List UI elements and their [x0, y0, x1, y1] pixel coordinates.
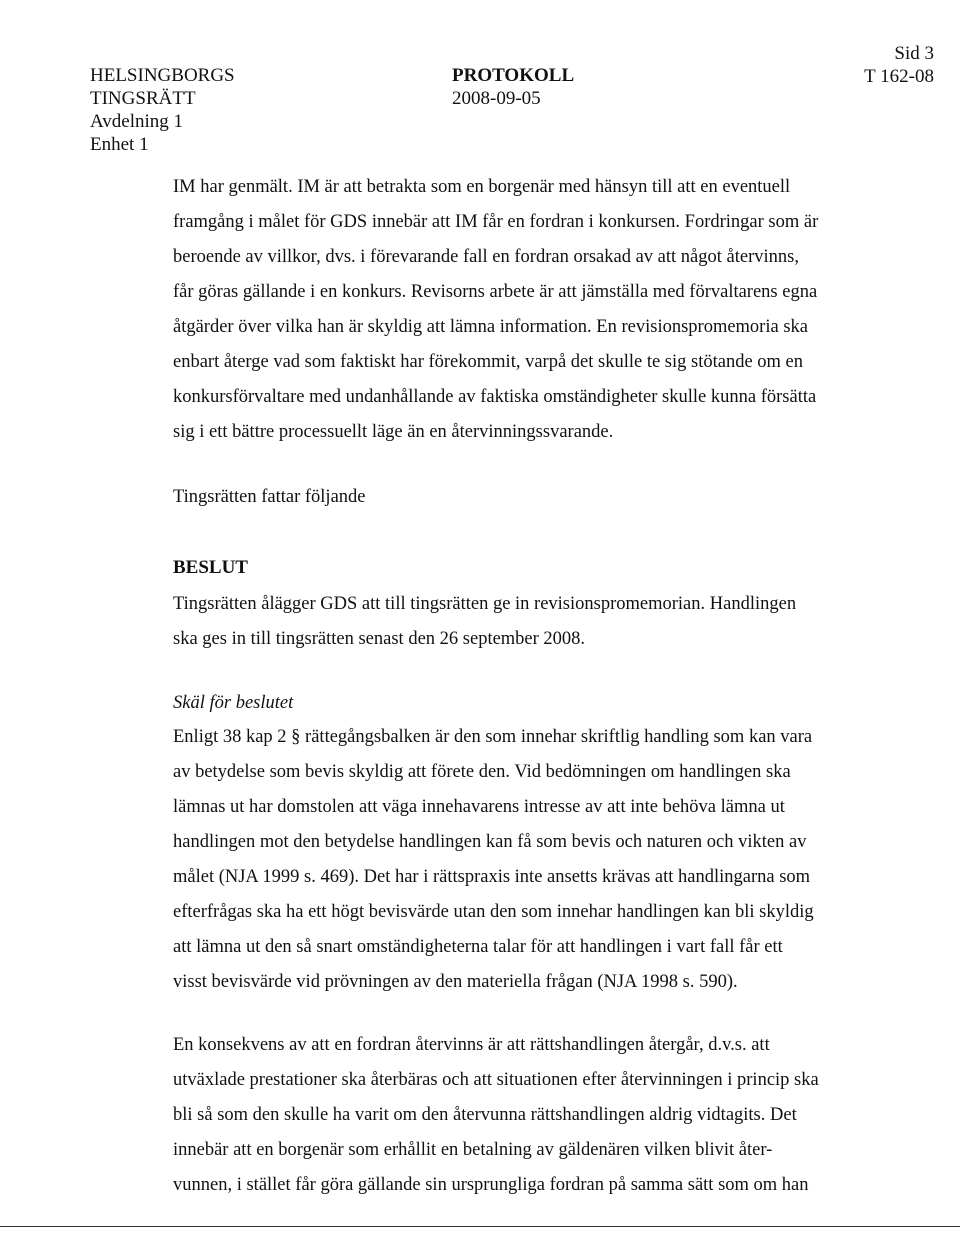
text-line: Tingsrätten ålägger GDS att till tingsrätten ge in revisionspromemorian. Handlingen — [173, 594, 797, 614]
reasons-heading: Skäl för beslutet — [173, 693, 294, 713]
text-line: konkursförvaltare med undanhållande av faktiska omständigheter skulle kunna försätta — [173, 387, 817, 407]
text-line: enbart återge vad som faktiskt har förekommit, varpå det skulle te sig stötande om en — [173, 352, 804, 372]
text-line: visst bevisvärde vid prövningen av den materiella frågan (NJA 1998 s. 590). — [173, 972, 738, 992]
court-name-line-1: HELSINGBORGS — [90, 65, 235, 86]
text-line: åtgärder över vilka han är skyldig att lämna information. En revisionspromemoria ska — [173, 317, 808, 337]
text-line: sig i ett bättre processuellt läge än en återvinningssvarande. — [173, 422, 614, 442]
unit: Enhet 1 — [90, 134, 149, 155]
doc-type: PROTOKOLL — [452, 65, 575, 86]
page-number: Sid 3 — [894, 43, 934, 64]
text-line: efterfrågas ska ha ett högt bevisvärde utan den som innehar handlingen kan bli skyldig — [173, 902, 814, 922]
text-line: vunnen, i stället får göra gällande sin ursprungliga fordran på samma sätt som om han — [173, 1175, 809, 1195]
doc-date: 2008-09-05 — [452, 88, 541, 109]
text-line: handlingen mot den betydelse handlingen kan få som bevis och naturen och vikten av — [173, 832, 807, 852]
text-line: beroende av villkor, dvs. i förevarande fall en fordran orsakad av att något återvinns, — [173, 247, 799, 267]
paragraph-4 — [173, 720, 883, 1000]
case-number: T 162-08 — [864, 66, 934, 87]
text-line: Tingsrätten fattar följande — [173, 487, 366, 507]
text-line: utväxlade prestationer ska återbäras och att situationen efter återvinningen i princip ska — [173, 1070, 819, 1090]
division: Avdelning 1 — [90, 111, 184, 132]
paragraph-2 — [173, 480, 883, 515]
paragraph-3 — [173, 587, 883, 657]
text-line: IM har genmält. IM är att betrakta som en borgenär med hänsyn till att en eventuell — [173, 177, 791, 197]
court-name-line-2: TINGSRÄTT — [90, 88, 196, 109]
footer-divider — [0, 1226, 960, 1227]
paragraph-1 — [173, 170, 883, 450]
text-line: En konsekvens av att en fordran återvinns är att rättshandlingen återgår, d.v.s. att — [173, 1035, 770, 1055]
text-line: målet (NJA 1999 s. 469). Det har i rättspraxis inte ansetts krävas att handlingarna som — [173, 867, 811, 887]
paragraph-5 — [173, 1028, 883, 1203]
court-header — [90, 64, 235, 156]
text-line: framgång i målet för GDS innebär att IM får en fordran i konkursen. Fordringar som är — [173, 212, 819, 232]
page-info — [834, 42, 934, 88]
doc-type-header — [452, 64, 574, 110]
text-line: att lämna ut den så snart omständigheterna talar för att handlingen i vart fall får ett — [173, 937, 783, 957]
decision-heading: BESLUT — [173, 557, 248, 578]
text-line: ska ges in till tingsrätten senast den 26 september 2008. — [173, 629, 586, 649]
text-line: av betydelse som bevis skyldig att förete den. Vid bedömningen om handlingen ska — [173, 762, 791, 782]
text-line: innebär att en borgenär som erhållit en betalning av gäldenären vilken blivit åter- — [173, 1140, 773, 1160]
text-line: lämnas ut har domstolen att väga innehavarens intresse av att inte behöva lämna ut — [173, 797, 785, 817]
text-line: bli så som den skulle ha varit om den återvunna rättshandlingen aldrig vidtagits. Det — [173, 1105, 797, 1125]
text-line: Enligt 38 kap 2 § rättegångsbalken är den som innehar skriftlig handling som kan vara — [173, 727, 813, 747]
text-line: får göras gällande i en konkurs. Revisorns arbete är att jämställa med förvaltarens egna — [173, 282, 818, 302]
